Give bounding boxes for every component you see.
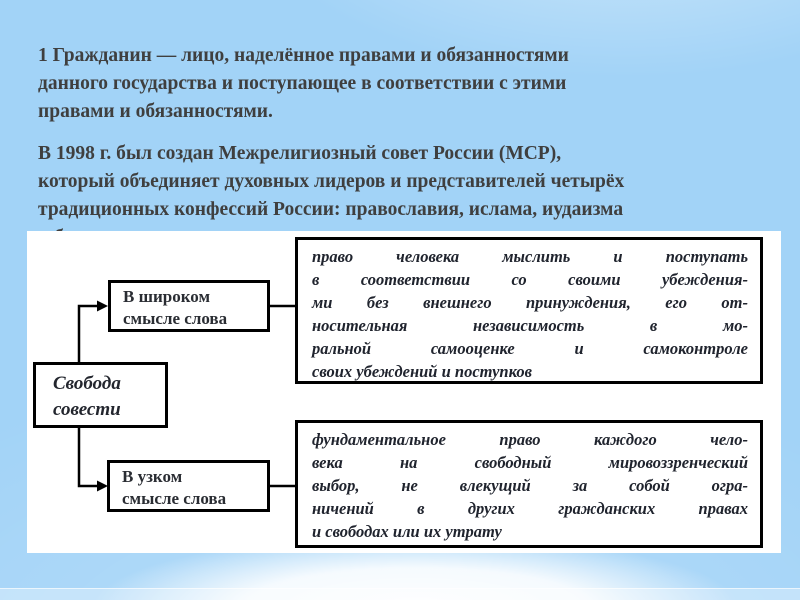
bottom-edge-band [0,588,800,600]
definition-box-narrow-sense: фундаментальное право каждого чело- века на свободный мировоззренческий выбор, не влекущий за собой огра- ничений в других гражданских правах и свободах или их утрату [295,420,763,548]
intro-paragraph-citizen: 1 Гражданин — лицо, наделённое правами и обязанностями данного государства и поступающее в соответствии с этими правами и обязанностями. [38,45,569,122]
root-box-freedom-of-conscience: Свобода совести [33,362,168,428]
connector-root-to-narrow [79,428,97,486]
diagram-panel [27,231,781,553]
branch-box-narrow-sense: В узком смысле слова [107,460,270,512]
branch-box-broad-sense: В широком смысле слова [108,280,270,332]
definition-box-broad-sense: право человека мыслить и поступать в соответствии со своими убеждения- ми без внешнего принуждения, его от- носительная независимость в мо- ральной самооценке и самоконтроле своих убеждений и поступков [295,237,763,384]
arrowhead-broad-icon [97,301,108,312]
intro-paragraph-mcr: В 1998 г. был создан Межрелигиозный совет России (МСР), который объединяет духовных лидеров и представителей четырёх традиционных конфессий России: православия, ислама, иудаизма [38,143,625,220]
connector-root-to-broad [79,306,97,362]
